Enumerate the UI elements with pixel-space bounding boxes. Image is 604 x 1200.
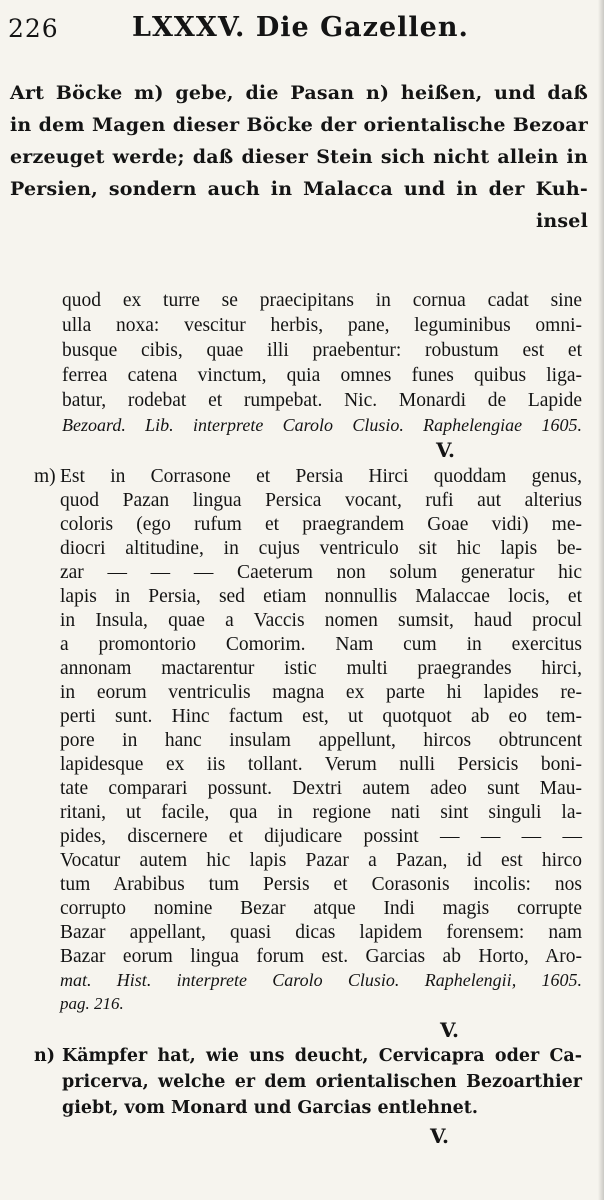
footnote-line: Bazar appellant, quasi dicas lapidem forensem: nam <box>60 922 582 943</box>
signature-mark: V. <box>430 1124 449 1148</box>
signature-mark: V. <box>440 1018 459 1042</box>
quote-line: quod ex turre se praecipitans in cornua cadat sine <box>62 290 582 311</box>
footnote-line: Vocatur autem hic lapis Pazar a Pazan, id est hirco <box>60 850 582 871</box>
quote-line: batur, rodebat et rumpebat. Nic. Monardi de Lapide <box>62 390 582 411</box>
signature-mark: V. <box>436 438 455 462</box>
quote-line: ferrea catena vinctum, quia omnes funes quibus liga- <box>62 365 582 386</box>
footnote-citation: mat. Hist. interprete Carolo Clusio. Raphelengii, 1605. <box>60 970 582 990</box>
footnote-line: coloris (ego rufum et praegrandem Goae vidi) me- <box>60 514 582 535</box>
footnote-line: pricerva, welche er dem orientalischen Bezoarthier <box>62 1072 582 1092</box>
quote-line: busque cibis, quae illi praebentur: robustum est et <box>62 340 582 361</box>
running-title: LXXXV. Die Gazellen. <box>132 12 469 43</box>
main-text-line: erzeuget werde; daß dieser Stein sich nicht allein in <box>10 146 588 168</box>
footnote-marker: m) <box>34 466 56 487</box>
footnote-line: a promontorio Comorim. Nam cum in exercitus <box>60 634 582 655</box>
footnote-line: pore in hanc insulam appellunt, hircos obtruncent <box>60 730 582 751</box>
footnote-line: tate comparari possunt. Dextri autem adeo sunt Mau- <box>60 778 582 799</box>
footnote-line: Bazar eorum lingua forum est. Garcias ab Horto, Aro- <box>60 946 582 967</box>
page-header <box>0 8 600 48</box>
footnote-line: zar — — — Caeterum non solum generatur hic <box>60 562 582 583</box>
footnote-line: Est in Corrasone et Persia Hirci quoddam genus, <box>60 466 582 487</box>
footnote-line: annonam mactarentur istic multi praegrandes hirci, <box>60 658 582 679</box>
footnote-line: corrupto nomine Bezar atque Indi magis corrupte <box>60 898 582 919</box>
footnote-marker: n) <box>34 1046 56 1066</box>
footnote-line: in Insula, quae a Vaccis nomen sumsit, haud procul <box>60 610 582 631</box>
footnote-line: tum Arabibus tum Persis et Corasonis incolis: nos <box>60 874 582 895</box>
footnote-line: lapidesque ex iis tollant. Verum nulli Persicis boni- <box>60 754 582 775</box>
footnote-line: Kämpfer hat, wie uns deucht, Cervicapra oder Ca- <box>62 1046 582 1066</box>
main-text-line: in dem Magen dieser Böcke der orientalische Bezoar <box>10 114 588 136</box>
main-text-line: Art Böcke m) gebe, die Pasan n) heißen, und daß <box>10 82 588 104</box>
footnote-line: perti sunt. Hinc factum est, ut quotquot ab eo tem- <box>60 706 582 727</box>
footnote-line: giebt, vom Monard und Garcias entlehnet. <box>62 1098 478 1118</box>
main-text-line: Persien, sondern auch in Malacca und in der Kuh- <box>10 178 588 200</box>
footnote-line: in eorum ventriculis magna ex parte hi lapides re- <box>60 682 582 703</box>
quote-citation: Bezoard. Lib. interprete Carolo Clusio. Raphelengiae 1605. <box>62 415 582 435</box>
footnote-line: lapis in Persia, sed etiam nonnullis Malaccae locis, et <box>60 586 582 607</box>
page-number: 226 <box>8 14 59 43</box>
footnote-line: ritani, ut facile, qua in regione nati sint singuli la- <box>60 802 582 823</box>
scan-shadow <box>598 0 604 1200</box>
footnote-line: pides, discernere et dijudicare possint — — — — <box>60 826 582 847</box>
footnote-citation: pag. 216. <box>60 994 124 1013</box>
catchword: insel <box>535 210 588 232</box>
footnote-line: quod Pazan lingua Persica vocant, rufi aut alterius <box>60 490 582 511</box>
footnote-line: diocri altitudine, in cujus ventriculo sit hic lapis be- <box>60 538 582 559</box>
quote-line: ulla noxa: vescitur herbis, pane, leguminibus omni- <box>62 315 582 336</box>
